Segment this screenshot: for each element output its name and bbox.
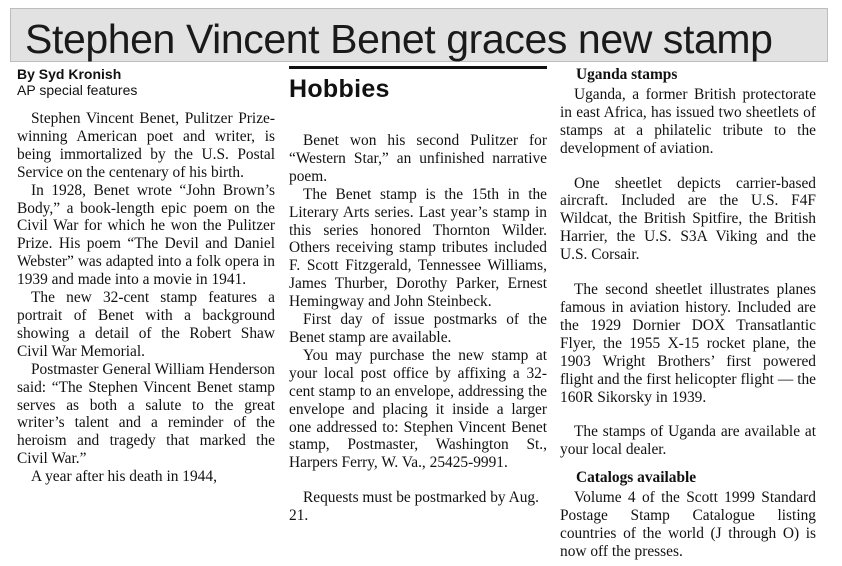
paragraph: Uganda, a former British protectorate in east Africa, has issued two sheetlets of stamps at a philatelic tribute to the development of aviation. <box>560 85 816 157</box>
affiliation: AP special features <box>17 82 138 98</box>
paragraph: Requests must be postmarked by Aug. 21. <box>289 489 539 525</box>
paragraph: First day of issue postmarks of the Benet stamp are available. <box>289 311 547 346</box>
paragraph: The stamps of Uganda are available at your local dealer. <box>560 423 816 459</box>
paragraph: The new 32-cent stamp features a portrait of Benet with a background showing a detail of the Robert Shaw Civil War Memorial. <box>17 289 275 360</box>
paragraph: The second sheetlet illustrates planes famous in aviation history. Included are the 1929 Dornier DOX Transatlantic Flyer, the 1955 X-15 rocket plane, the 1903 Wright Brothers’ first powered flight and the first helicopter flight — the 160R Sikorsky in 1939. <box>560 281 816 406</box>
column-2-body <box>289 132 547 525</box>
paragraph: Volume 4 of the Scott 1999 Standard Postage Stamp Catalogue listing countries of the world (J through O) is now off the presses. <box>560 489 816 560</box>
article-column-3 <box>560 66 816 561</box>
subhead: Catalogs available <box>576 469 697 487</box>
byline: By Syd Kronish <box>17 66 122 82</box>
paragraph: In 1928, Benet wrote “John Brown’s Body,” a book-length epic poem on the Civil War for which he won the Pulitzer Prize. His poem “The Devil and Daniel Webster” was adapted into a folk opera in 1939 and made into a movie in 1941. <box>17 181 275 289</box>
section-rule <box>289 66 547 69</box>
paragraph: Stephen Vincent Benet, Pulitzer Prize-winning American poet and writer, is being immortalized by the U.S. Postal Service on the centenary of his birth. <box>17 110 275 181</box>
headline-banner <box>10 8 828 62</box>
article-column-1 <box>17 66 275 486</box>
paragraph: A year after his death in 1944, <box>31 468 217 486</box>
paragraph: Postmaster General William Henderson said: “The Stephen Vincent Benet stamp serves as both a salute to the great writer’s talent and a reminder of the heroism and tragedy that marked the Civil War.” <box>17 360 276 468</box>
paragraph: Benet won his second Pulitzer for “Western Star,” an unfinished narrative poem. <box>289 132 547 185</box>
headline: Stephen Vincent Benet graces new stamp <box>25 16 773 62</box>
paragraph: One sheetlet depicts carrier-based aircraft. Included are the U.S. F4F Wildcat, the British Spitfire, the British Harrier, the U.S. S3A Viking and the U.S. Corsair. <box>560 174 816 264</box>
subhead: Uganda stamps <box>576 66 678 83</box>
paragraph: The Benet stamp is the 15th in the Literary Arts series. Last year’s stamp in this series honored Thornton Wilder. Others receiving stamp tributes included F. Scott Fitzgerald, Tennessee Williams, James Thurber, Dorothy Parker, Ernest Hemingway and John Steinbeck. <box>289 185 547 311</box>
section-title: Hobbies <box>289 75 390 103</box>
paragraph: You may purchase the new stamp at your local post office by affixing a 32-cent stamp to an envelope, addressing the envelope and placing it inside a larger one addressed to: Stephen Vincent Benet stamp, Postmaster, Washington St., Harpers Ferry, W. Va., 25425-9991. <box>289 346 547 472</box>
